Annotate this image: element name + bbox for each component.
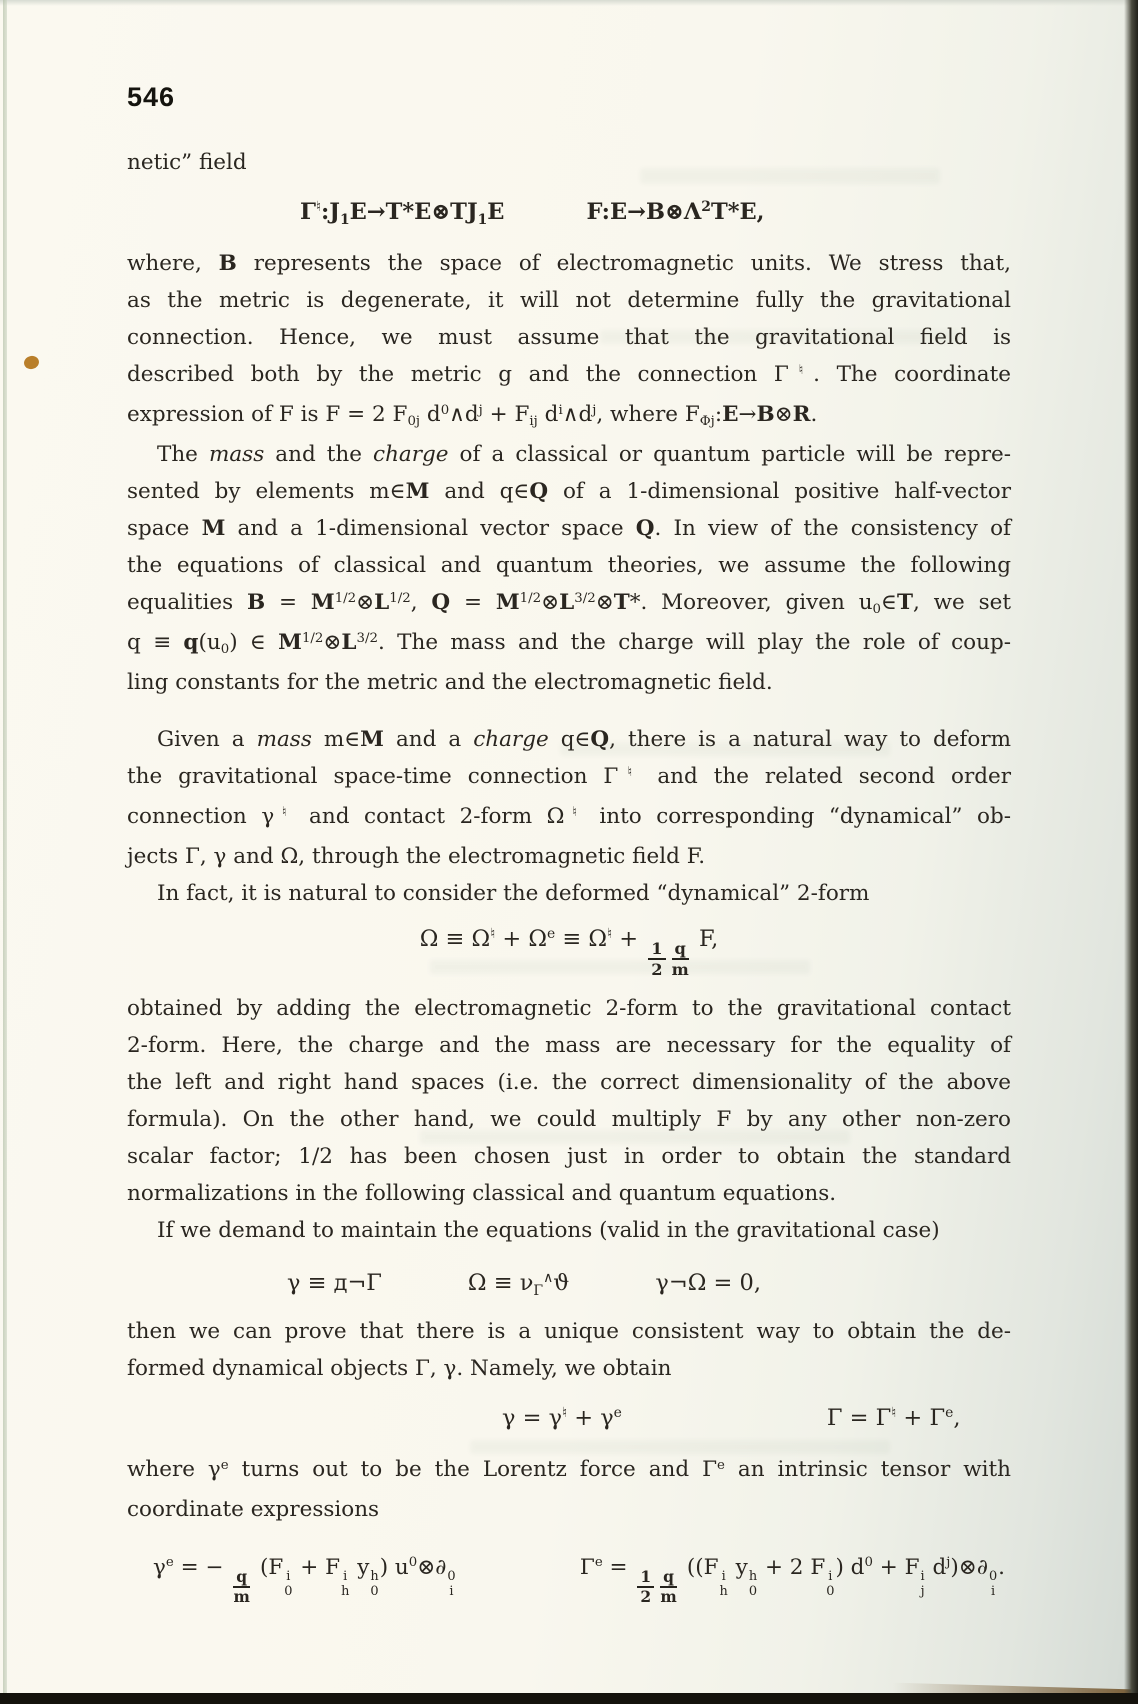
para-lorentz — [127, 1451, 1011, 1528]
text-line: equalities $B = M^{1/2}\otimes L^{1/2}$, $Q = M^{1/2}\otimes L^{3/2}\otimes T*$. Moreover, given $u_0\in T$, we set — [127, 590, 1011, 618]
display-formula — [127, 1257, 1011, 1309]
formula-item: $F:E\to B\otimes\Lambda^2T*E$, — [586, 199, 765, 225]
para-if-we-demand — [127, 1212, 1011, 1249]
text-line: ling constants for the metric and the electromagnetic field. — [127, 670, 773, 695]
para-mass-charge — [127, 436, 1011, 701]
para-in-fact — [127, 875, 1011, 912]
text-line: space M and a 1-dimensional vector space Q. In view of the consistency of — [127, 516, 1012, 541]
para-where-b — [127, 245, 1011, 436]
scan-edge-right — [1124, 0, 1138, 1704]
text-line: where $\gamma^e$ turns out to be the Lorentz force and $\Gamma^e$ an intrinsic tensor with — [127, 1457, 1011, 1482]
formula-item: $\Gamma^♮:J_1E\to T*E\otimes TJ_1E$ — [300, 199, 505, 228]
text-line: netic” field — [127, 150, 247, 175]
page-number: 546 — [127, 82, 176, 112]
para-given — [127, 721, 1011, 875]
scan-edge-bottom — [0, 1693, 1138, 1704]
scan-edge-top — [0, 0, 1138, 6]
text-line: jects Γ, γ and Ω, through the electromagnetic field F. — [127, 844, 706, 869]
text-line: the equations of classical and quantum theories, we assume the following — [127, 553, 1011, 578]
text-line: If we demand to maintain the equations (valid in the gravitational case) — [157, 1218, 940, 1243]
display-formula — [127, 189, 1011, 235]
page-body-text — [127, 144, 1011, 1620]
formula-item: γ ≡ д¬Γ — [287, 1270, 382, 1296]
text-line: The mass and the charge of a classical or quantum particle will be repre- — [157, 442, 1011, 467]
text-line: the gravitational space-time connection Γ♮ and the related second order — [127, 764, 1012, 789]
text-line: described both by the metric g and the connection Γ♮. The coordinate — [127, 362, 1011, 387]
text-line: expression of F is F = 2 $F_{0j}$ $d^0\wedge d^j + F_{ij}$ $d^i\wedge d^j$, where $F_{\Phi j}:E\to B\otimes R$. — [127, 402, 818, 430]
display-formula — [127, 1393, 1011, 1443]
text-line: connection γ♮ and contact 2-form Ω♮ into corresponding “dynamical” ob- — [127, 804, 1012, 829]
text-line: as the metric is degenerate, it will not determine fully the gravitational — [127, 288, 1011, 313]
text-line: then we can prove that there is a unique consistent way to obtain the de- — [127, 1319, 1011, 1344]
display-formula — [127, 920, 1011, 984]
text-line: Given a mass m∈M and a charge q∈Q, there is a natural way to deform — [157, 727, 1011, 752]
formula-item: $\Gamma^e$ = $\frac{1}{2}$ $\frac{q}{m}$ ((F i h y h 0 + 2 F i 0 ) $d^0 + F$ i j $d^j)\otimes\partial$ 0 i . — [579, 1554, 1005, 1606]
formula-item: $\gamma = \gamma^♮ + \gamma^e$ — [502, 1405, 622, 1431]
text-line: 2-form. Here, the charge and the mass are necessary for the equality of — [127, 1033, 1011, 1058]
text-line: where, B represents the space of electromagnetic units. We stress that, — [127, 251, 1011, 276]
para-then-we — [127, 1313, 1011, 1387]
text-line: the left and right hand spaces (i.e. the correct dimensionality of the above — [127, 1070, 1011, 1095]
formula-item: $\Omega \equiv \nu_\Gamma^\wedge ϑ$ — [467, 1270, 570, 1299]
para-opening — [127, 144, 1011, 181]
display-formula — [127, 1540, 1011, 1620]
text-line: scalar factor; 1/2 has been chosen just in order to obtain the standard — [127, 1144, 1011, 1169]
text-line: sented by elements m∈M and q∈Q of a 1-dimensional positive half-vector — [127, 479, 1011, 504]
para-obtained — [127, 990, 1011, 1212]
formula-item: $\Omega \equiv \Omega^♮ + \Omega^e \equiv \Omega^♮$ + $\frac{1}{2}$ $\frac{q}{m}$ F, — [419, 925, 719, 979]
text-line: obtained by adding the electromagnetic 2-form to the gravitational contact — [127, 996, 1011, 1021]
text-line: normalizations in the following classical and quantum equations. — [127, 1181, 837, 1206]
ink-spot — [23, 354, 41, 370]
text-line: In fact, it is natural to consider the deformed “dynamical” 2-form — [157, 881, 870, 906]
text-line: $q \equiv q(u_0)$ ∈ $M^{1/2}\otimes L^{3/2}$. The mass and the charge will play the role of coup- — [127, 630, 1011, 658]
formula-item: $\gamma^e$ = − $\frac{q}{m}$ (F i 0 + F i h y h 0 ) $u^0\otimes\partial$ 0 i — [153, 1554, 456, 1606]
text-line: formula). On the other hand, we could multiply F by any other non-zero — [127, 1107, 1011, 1132]
scan-edge-left — [3, 0, 7, 1704]
text-line: connection. Hence, we must assume that the gravitational field is — [127, 325, 1011, 350]
formula-item: $\Gamma = \Gamma^♮ + \Gamma^e$, — [826, 1405, 961, 1431]
text-line: coordinate expressions — [127, 1497, 380, 1522]
formula-item: γ¬Ω = 0, — [655, 1270, 761, 1296]
text-line: formed dynamical objects Γ, γ. Namely, we obtain — [127, 1356, 672, 1381]
